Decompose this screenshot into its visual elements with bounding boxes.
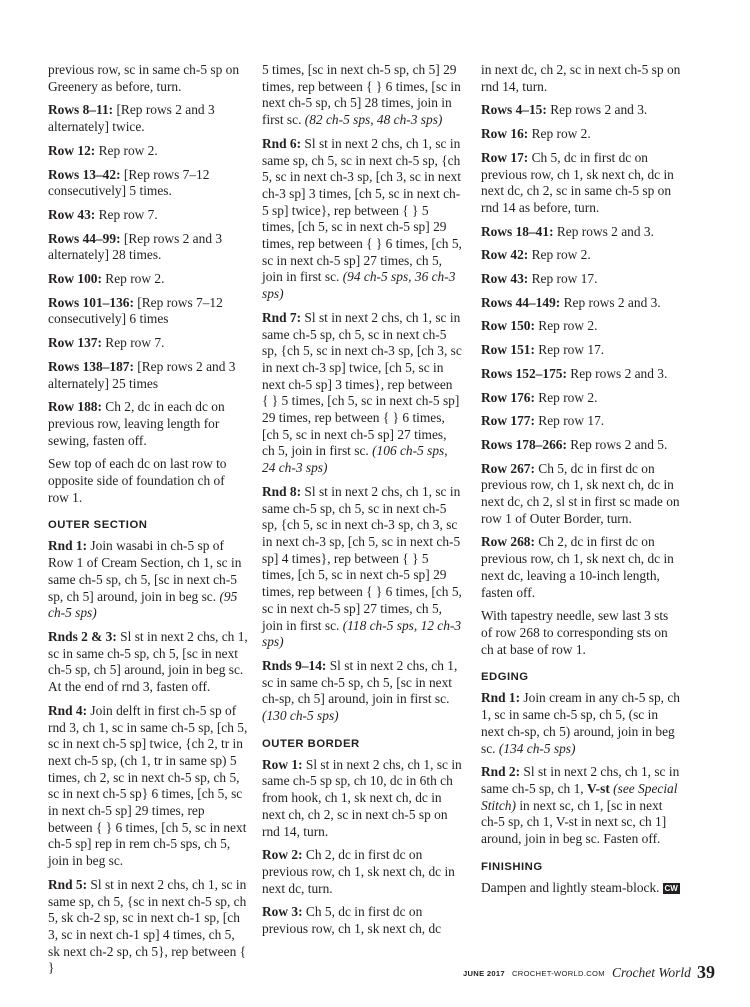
instruction-paragraph [481,126,681,143]
row-label: Rows 4–15: [481,102,547,118]
instruction-text: Sl st in next 2 chs, ch 1, sc in same sp, ch 5, sc in next ch-5 sp, {ch 5, sc in next ch-3 sp, [ch 3, sc in next ch-3 sp] 3 times, [ch 5, sc in next ch-5 sp] twice}, rep between { } 5 times, [ch 5, sc in next ch-5 sp] 29 times, rep between { } 6 times, [ch 5, sc in next ch-5 sp] 27 times, ch 5, join in first sc. [262,135,462,285]
row-label: Row 43: [481,271,529,287]
instruction-text: Sew top of each dc on last row to opposite side of foundation ch of row 1. [48,456,227,505]
stitch-count: (95 ch-5 sps) [48,588,238,621]
instruction-paragraph [481,150,681,217]
instruction-paragraph [481,247,681,264]
stitch-name: V-st [586,780,610,796]
row-label: Row 188: [48,399,102,415]
instruction-paragraph [48,399,248,449]
row-label: Row 3: [262,904,303,920]
footer-magazine-title: Crochet World [612,965,691,980]
instruction-text: Rep rows 2 and 5. [566,436,668,452]
instruction-text: [Rep rows 7–12 consecutively] 5 times. [48,166,210,199]
instruction-text: Rep row 2. [95,142,158,158]
instruction-paragraph [481,62,681,95]
row-label: Rows 8–11: [48,102,114,118]
instruction-paragraph [48,271,248,288]
instruction-paragraph [481,534,681,601]
end-mark-icon: CW [664,883,678,893]
instruction-text: Rep row 7. [95,206,158,222]
row-label: Row 16: [481,126,529,142]
instruction-paragraph [262,136,462,303]
instruction-paragraph [262,62,462,129]
row-label: Rnd 5: [48,876,88,892]
instruction-paragraph [481,224,681,241]
instruction-text: Sl st in next 2 chs, ch 1, sc in same sp, ch 5, {sc in next ch-5 sp, ch 5, sk ch-2 sp, sc in next ch-1 sp, [ch 3, sc in next ch-1 sp] 4 times, ch 5, sk next ch-2 sp, ch 5}, rep between { } [48,876,247,976]
instruction-text: Sl st in next 2 chs, ch 1, sc in same ch-5 sp, ch 1, [481,764,680,796]
instruction-text: Rep row 7. [101,335,165,351]
instruction-paragraph [48,629,248,696]
row-label: Row 176: [481,389,535,405]
row-label: Rnd 7: [262,309,302,325]
instruction-paragraph [481,318,681,335]
instruction-text: [Rep rows 2 and 3 alternately] twice. [48,102,215,135]
instruction-text: Rep rows 2 and 3. [553,223,654,239]
instruction-paragraph [48,143,248,160]
stitch-count: (130 ch-5 sps) [262,708,339,724]
row-label: Row 12: [48,142,96,158]
instruction-text: Ch 5, dc in first dc on previous row, ch 1, sk next ch, dc [262,904,442,937]
instruction-text: in next dc, ch 2, sc in next ch-5 sp on rnd 14, turn. [481,62,681,94]
instruction-text: Sl st in next 2 chs, ch 1, sc in same ch-5 sp, ch 5, [sc in next ch-sp, ch 5] around, join in first sc. [262,657,458,707]
row-label: Rnds 2 & 3: [48,628,117,644]
instruction-text: previous row, sc in same ch-5 sp on Greenery as before, turn. [48,62,240,94]
row-label: Row 268: [481,534,535,550]
row-label: Rows 18–41: [481,223,554,239]
row-label: Row 151: [481,342,535,358]
text-column-3 [481,62,681,903]
instruction-text: Rep rows 2 and 3. [566,365,668,381]
instruction-paragraph [48,877,248,977]
instruction-paragraph [481,437,681,454]
row-label: Row 1: [262,756,303,772]
instruction-paragraph [48,456,248,506]
row-label: Row 177: [481,413,535,429]
instruction-text: Rep rows 2 and 3. [546,102,648,118]
row-label: Rows 178–266: [481,436,567,452]
instruction-paragraph [262,484,462,651]
section-heading: FINISHING [481,860,543,873]
instruction-paragraph [481,342,681,359]
row-label: Row 2: [262,847,303,863]
row-label: Row 17: [481,149,529,165]
instruction-text: Join delft in first ch-5 sp of rnd 3, ch 1, sc in same ch-5 sp, [ch 5, sc in next ch-5 sp] twice, {ch 2, tr in next ch-5 sp, (ch 1, tr in same sp) 5 times, ch 2, sc in next ch-5 sp, ch 5, sc in next ch-5 sp} 6 times, [ch 5, sc in next ch-5 sp] 29 times, rep between { } 6 times, [ch 5, sc in next ch-5 sp] rep in rem ch-5 sps, ch 5, join in beg sc. [48,702,248,869]
instruction-text: [Rep rows 7–12 consecutively] 6 times [48,294,223,327]
row-label: Rnds 9–14: [262,657,327,673]
stitch-count: (106 ch-5 sps, 24 ch-3 sps) [262,443,448,476]
instruction-paragraph [481,880,681,897]
instruction-text: Ch 2, dc in first dc on previous row, ch 1, sk next ch, dc in next dc, leaving a 10-inch length, fasten off. [481,534,674,600]
instruction-paragraph [262,310,462,477]
instruction-text: Ch 2, dc in first dc on previous row, ch 1, sk next ch, dc in next dc, turn. [262,847,455,896]
instruction-paragraph [481,413,681,430]
instruction-paragraph [481,366,681,383]
instruction-text: Sl st in next 2 chs, ch 1, sc in same ch-5 sp, ch 5, [sc in next ch-5 sp, ch 5] around, join in beg sc. At the end of rnd 3, fasten off. [48,628,248,695]
page-number: 39 [697,962,715,982]
instruction-text: [Rep rows 2 and 3 alternately] 25 times [48,358,236,391]
page-footer [420,964,718,984]
instruction-text: Ch 5, dc in first dc on previous row, ch 1, sk next ch, dc in next dc, ch 2, sc in same ch-5 sp on rnd 14 as before, turn. [481,149,674,215]
text-column-2 [262,62,462,945]
instruction-paragraph [262,757,462,841]
stitch-count: (82 ch-5 sps, 48 ch-3 sps) [304,112,443,128]
instruction-text: in next sc, ch 1, [sc in next ch-5 sp, ch 1, V-st in next sc, ch 1] around, join in beg sc. Fasten off. [481,797,667,847]
instruction-paragraph [481,295,681,312]
instruction-text: Sl st in next 2 chs, ch 1, sc in same ch-5 sp sp, ch 10, dc in 6th ch from hook, ch 1, sk next ch, dc in next ch, ch 2, sc in next ch-5 sp on rnd 14, turn. [262,756,462,839]
row-label: Rnd 2: [481,764,521,780]
instruction-text: Join wasabi in ch-5 sp of Row 1 of Cream Section, ch 1, sc in same ch-5 sp, ch 5, [sc in next ch-5 sp, ch 5] around, join in beg sc. [48,538,242,604]
stitch-count: (see Special Stitch) [481,780,678,813]
instruction-text: With tapestry needle, sew last 3 sts of row 268 to corresponding sts on ch at base of row 1. [481,608,669,657]
instruction-paragraph [481,461,681,528]
instruction-paragraph [481,390,681,407]
stitch-count: (94 ch-5 sps, 36 ch-3 sps) [262,269,456,302]
section-heading: EDGING [481,671,529,684]
row-label: Rows 138–187: [48,358,134,374]
instruction-text: Sl st in next 2 chs, ch 1, sc in same ch-5 sp, ch 5, sc in next ch-5 sp, {ch 5, sc in next ch-3 sp, [ch 3, sc in next ch-3 sp] twice, [ch 5, sc in next ch-5 sp] 3 times}, rep between { } 5 times, [ch 5, sc in next ch-5 sp] 29 times, rep between { } 6 times, [ch 5, sc in next ch-5 sp] 27 times, ch 5, join in first sc. [262,309,462,459]
row-label: Rows 44–99: [48,230,121,246]
row-label: Row 150: [481,318,535,334]
instruction-text: Rep row 17. [528,271,598,287]
instruction-paragraph [48,359,248,392]
footer-website: CROCHET-WORLD.COM [512,969,605,978]
instruction-paragraph [48,231,248,264]
instruction-text: Rep row 17. [534,413,605,429]
instruction-paragraph [48,167,248,200]
instruction-text: Ch 2, dc in each dc on previous row, leaving length for sewing, fasten off. [48,399,225,448]
stitch-count: (118 ch-5 sps, 12 ch-3 sps) [262,617,462,650]
instruction-text: Rep row 2. [528,247,591,263]
row-label: Row 43: [48,206,96,222]
section-heading: OUTER SECTION [48,519,148,532]
row-label: Rnd 1: [481,690,521,706]
instruction-paragraph [48,207,248,224]
instruction-paragraph [481,690,681,757]
instruction-paragraph [48,538,248,622]
instruction-paragraph [48,102,248,135]
row-label: Rows 13–42: [48,166,121,182]
instruction-paragraph [262,904,462,937]
row-label: Row 137: [48,335,102,351]
instruction-paragraph [48,62,248,95]
instruction-paragraph [48,335,248,352]
row-label: Row 100: [48,271,102,287]
text-column-1 [48,62,248,984]
row-label: Rows 44–149: [481,294,561,310]
row-label: Row 267: [481,460,535,476]
row-label: Rows 101–136: [48,294,134,310]
stitch-count: (134 ch-5 sps) [498,740,576,756]
instruction-paragraph [48,295,248,328]
instruction-text: Dampen and lightly steam-block. [481,879,660,895]
row-label: Rnd 1: [48,538,88,554]
instruction-paragraph [262,658,462,725]
instruction-text: Join cream in any ch-5 sp, ch 1, sc in same ch-5 sp, ch 5, (sc in next ch-sp, ch 5) around, join in beg sc. [481,690,680,756]
instruction-text: Rep row 2. [534,389,598,405]
instruction-text: Sl st in next 2 chs, ch 1, sc in same ch-5 sp, ch 5, sc in next ch-5 sp, {ch 5, sc in next ch-3 sp, ch 3, sc in next ch-3 sp, [ch 5, sc in next ch-5 sp] 4 times}, rep between { } 5 times, [ch 5, sc in next ch-5 sp] 29 times, rep between { } 6 times, [ch 5, sc in next ch-5 sp] 27 times, ch 5, join in first sc. [262,483,462,633]
instruction-text: 5 times, [sc in next ch-5 sp, ch 5] 29 times, rep between { } 6 times, [sc in next ch-5 sp, ch 5] 28 times, join in first sc. [262,62,461,128]
instruction-text: Rep row 2. [528,126,591,142]
instruction-text: Rep rows 2 and 3. [560,294,661,310]
instruction-paragraph [48,703,248,870]
instruction-paragraph [481,102,681,119]
row-label: Rnd 8: [262,483,302,499]
section-heading: OUTER BORDER [262,737,360,750]
instruction-text: Ch 5, dc in first dc on previous row, ch 1, sk next ch, dc in next dc, ch 2, sl st in first sc made on row 1 of Outer Border, turn. [481,460,680,526]
instruction-paragraph [262,847,462,897]
row-label: Rnd 4: [48,702,88,718]
instruction-paragraph [481,608,681,658]
instruction-text: Rep row 17. [534,342,605,358]
row-label: Rows 152–175: [481,365,567,381]
instruction-text: Rep row 2. [101,271,165,287]
row-label: Row 42: [481,247,529,263]
instruction-paragraph [481,764,681,848]
row-label: Rnd 6: [262,135,302,151]
instruction-paragraph [481,271,681,288]
footer-issue-date: JUNE 2017 [463,969,505,978]
instruction-text: Rep row 2. [534,318,598,334]
instruction-text: [Rep rows 2 and 3 alternately] 28 times. [48,230,223,263]
